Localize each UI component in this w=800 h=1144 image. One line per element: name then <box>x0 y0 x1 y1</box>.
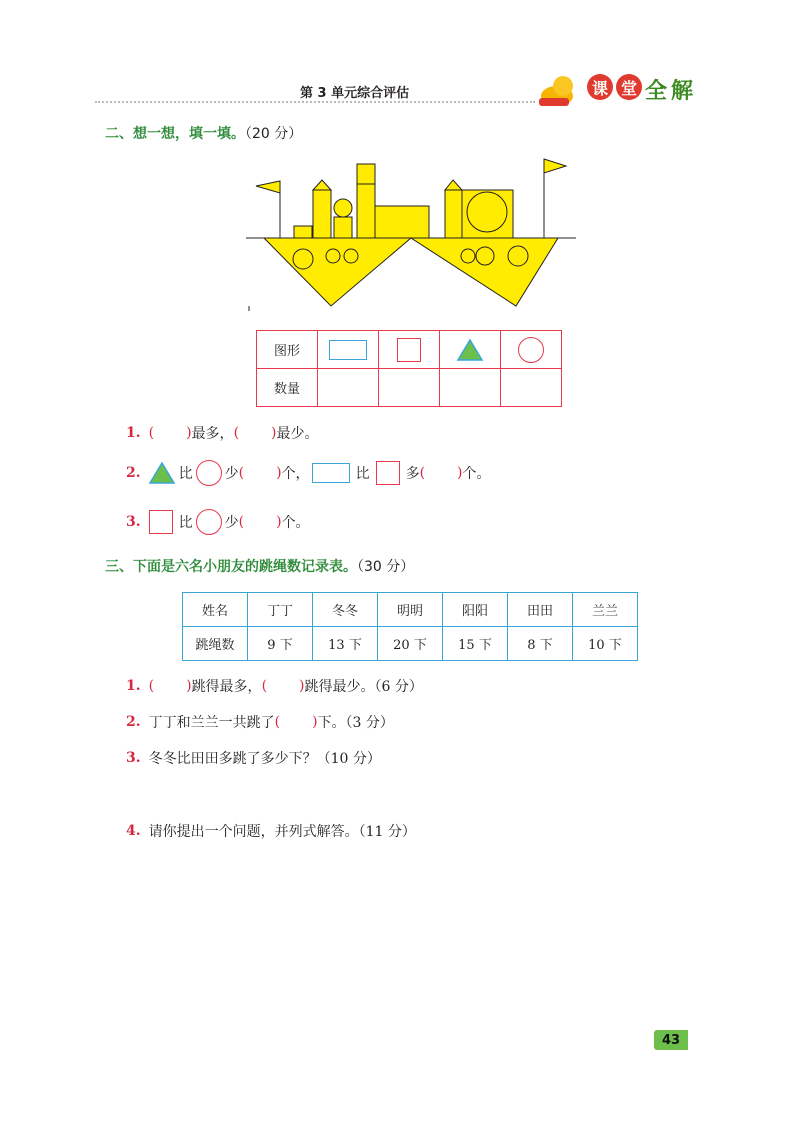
brand-logo <box>535 70 725 110</box>
s3-q3-number: 3. <box>126 750 141 766</box>
table-cell: 9 下 <box>248 627 313 661</box>
table-cell: 10 下 <box>573 627 638 661</box>
table-cell: 13 下 <box>313 627 378 661</box>
table-cell: 跳绳数 <box>183 627 248 661</box>
brand-char-3: 全 <box>645 79 669 104</box>
page-number: 43 <box>654 1030 688 1050</box>
table-header-cell: 丁丁 <box>248 593 313 627</box>
table-header-cell: 姓名 <box>183 593 248 627</box>
shape-cell-triangle <box>440 331 501 369</box>
s3-q1-number: 1. <box>126 678 141 694</box>
s3-q4-answer-area[interactable] <box>126 846 646 1006</box>
paren-close: ) <box>299 678 305 694</box>
s3-q3-answer-area[interactable] <box>126 772 646 816</box>
paren-close: ) <box>312 714 318 730</box>
s2-q2-ge-2: 个。 <box>462 466 491 482</box>
table-header-cell: 兰兰 <box>573 593 638 627</box>
s2-question-1 <box>126 423 319 443</box>
paren-open: ( <box>148 678 155 694</box>
s3-question-1 <box>126 676 423 696</box>
section-2-title: 二、想一想，填一填。 <box>105 126 245 142</box>
s3-q4-text: 请你提出一个问题，并列式解答。（11 分） <box>148 824 416 840</box>
s3-q2-number: 2. <box>126 714 141 730</box>
s2-q2-duo: 多 <box>405 466 420 482</box>
rectangle-icon <box>329 340 367 360</box>
table-header-cell: 田田 <box>508 593 573 627</box>
table-row <box>183 627 638 661</box>
triangle-icon <box>149 461 175 485</box>
s2-q2-bi-2: 比 <box>355 466 370 482</box>
paren-open: ( <box>238 514 245 530</box>
paren-open: ( <box>148 425 155 441</box>
s3-q4-number: 4. <box>126 823 141 839</box>
shape-count-table <box>256 330 562 407</box>
circle-icon <box>518 337 544 363</box>
bear-icon <box>535 72 585 108</box>
shape-row-label: 图形 <box>257 331 318 369</box>
s2-q3-ge: 个。 <box>281 515 310 531</box>
table-header-cell: 冬冬 <box>313 593 378 627</box>
s3-question-3 <box>126 748 381 768</box>
shape-cell-rectangle <box>318 331 379 369</box>
triangle-icon <box>456 338 484 362</box>
s2-q1-text-1: 最多， <box>191 426 234 442</box>
s2-q3-bi: 比 <box>178 515 193 531</box>
s2-q2-shao: 少 <box>224 466 239 482</box>
paren-close: ) <box>271 425 277 441</box>
s2-q1-number: 1. <box>126 425 141 441</box>
header-divider <box>95 101 535 103</box>
section-3-heading <box>105 556 414 576</box>
table-header-cell: 阳阳 <box>443 593 508 627</box>
brand-char-1: 课 <box>587 74 613 100</box>
paren-close: ) <box>457 465 463 481</box>
s2-q3-shao: 少 <box>224 515 239 531</box>
table-cell: 8 下 <box>508 627 573 661</box>
section-3-points: （30 分） <box>357 559 415 575</box>
paren-close: ) <box>276 465 282 481</box>
section-2-heading <box>105 123 302 143</box>
right-flag-triangle <box>544 159 566 173</box>
s2-q1-text-2: 最少。 <box>276 426 319 442</box>
paren-close: ) <box>276 514 282 530</box>
brand-char-2: 堂 <box>616 74 642 100</box>
ship-figure <box>246 156 576 311</box>
s3-q2-text-2: 下。（3 分） <box>317 715 394 731</box>
s3-q1-text-2: 跳得最少。（6 分） <box>304 679 423 695</box>
count-cell-circle[interactable] <box>501 369 562 407</box>
s3-question-2 <box>126 712 394 732</box>
section-2-points: （20 分） <box>245 126 303 142</box>
paren-close: ) <box>186 678 192 694</box>
s2-q2-bi: 比 <box>178 466 193 482</box>
s2-question-3 <box>126 508 310 536</box>
count-cell-square[interactable] <box>379 369 440 407</box>
s2-q3-number: 3. <box>126 514 141 530</box>
s3-question-4 <box>126 821 416 841</box>
s3-q3-text: 冬冬比田田多跳了多少下？（10 分） <box>148 751 381 767</box>
paren-open: ( <box>261 678 268 694</box>
brand-char-4: 解 <box>671 79 695 104</box>
square-icon <box>397 338 421 362</box>
paren-open: ( <box>233 425 240 441</box>
square-icon <box>149 510 173 534</box>
s2-q2-number: 2. <box>126 465 141 481</box>
s2-question-2 <box>126 459 491 487</box>
count-row-label: 数量 <box>257 369 318 407</box>
count-cell-triangle[interactable] <box>440 369 501 407</box>
s3-q1-text-1: 跳得最多， <box>191 679 262 695</box>
left-flag-triangle <box>256 181 280 193</box>
paren-open: ( <box>274 714 281 730</box>
table-header-row <box>183 593 638 627</box>
circle-icon <box>196 509 222 535</box>
shape-cell-square <box>379 331 440 369</box>
paren-open: ( <box>238 465 245 481</box>
table-cell: 15 下 <box>443 627 508 661</box>
s2-q2-ge-1: 个， <box>281 466 310 482</box>
s3-q2-text-1: 丁丁和兰兰一共跳了 <box>148 715 275 731</box>
left-hull <box>264 238 411 306</box>
rectangle-icon <box>312 463 350 483</box>
paren-close: ) <box>186 425 192 441</box>
unit-title: 第 3 单元综合评估 <box>300 86 410 101</box>
table-cell: 20 下 <box>378 627 443 661</box>
count-cell-rectangle[interactable] <box>318 369 379 407</box>
jump-rope-table <box>182 592 638 661</box>
table-header-cell: 明明 <box>378 593 443 627</box>
paren-open: ( <box>419 465 426 481</box>
section-3-title: 三、下面是六名小朋友的跳绳数记录表。 <box>105 559 357 575</box>
circle-icon <box>196 460 222 486</box>
square-icon <box>376 461 400 485</box>
shape-cell-circle <box>501 331 562 369</box>
